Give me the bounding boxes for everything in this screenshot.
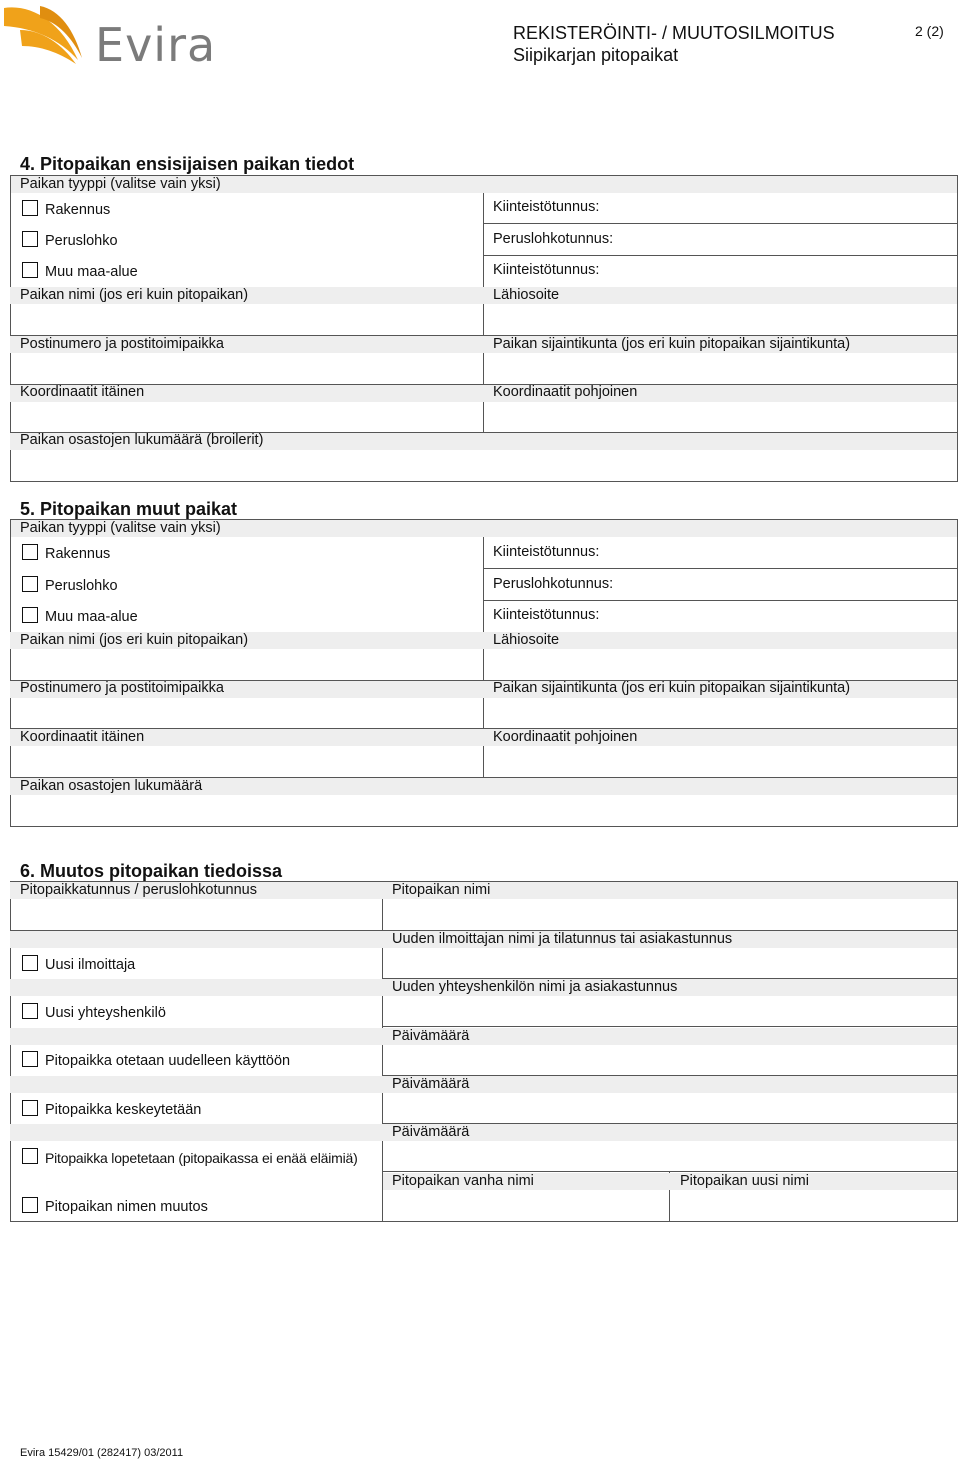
s4-sijaintikunta-field[interactable]: Paikan sijaintikunta (jos eri kuin pitopaikan sijaintikunta) bbox=[493, 336, 851, 352]
s4-rakennus-label: Rakennus bbox=[45, 202, 111, 218]
s6-uusi-ilmoittaja-label: Uusi ilmoittaja bbox=[45, 957, 136, 973]
s6-kayttoon-label: Pitopaikka otetaan uudelleen käyttöön bbox=[45, 1053, 291, 1069]
s4-kiinteisto1-field[interactable]: Kiinteistötunnus: bbox=[493, 199, 600, 215]
s4-itainen-field[interactable]: Koordinaatit itäinen bbox=[20, 384, 145, 400]
s6-uusi-yhteyshenkilo-checkbox[interactable] bbox=[22, 1003, 38, 1019]
section-4-title: 4. Pitopaikan ensisijaisen paikan tiedot bbox=[20, 154, 355, 174]
s6-keskeytetaan-label: Pitopaikka keskeytetään bbox=[45, 1102, 202, 1118]
s4-rakennus-checkbox[interactable] bbox=[22, 200, 38, 216]
s6-uusi-ilmoittaja-checkbox[interactable] bbox=[22, 955, 38, 971]
s6-lopetetaan-checkbox[interactable] bbox=[22, 1148, 38, 1164]
s5-postinumero-field[interactable]: Postinumero ja postitoimipaikka bbox=[20, 680, 224, 696]
s4-kiinteisto2-field[interactable]: Kiinteistötunnus: bbox=[493, 262, 600, 278]
s4-type-label: Paikan tyyppi (valitse vain yksi) bbox=[20, 176, 221, 192]
page-number: 2 (2) bbox=[915, 23, 944, 39]
s5-rakennus-label: Rakennus bbox=[45, 546, 111, 562]
s6-nimen-muutos-label: Pitopaikan nimen muutos bbox=[45, 1199, 208, 1215]
s5-peruslohko-checkbox[interactable] bbox=[22, 576, 38, 592]
s6-paivamaara3-field[interactable]: Päivämäärä bbox=[392, 1124, 470, 1140]
s6-uusi-yhteyshenkilo-label: Uusi yhteyshenkilö bbox=[45, 1005, 166, 1021]
s5-sijaintikunta-field[interactable]: Paikan sijaintikunta (jos eri kuin pitopaikan sijaintikunta) bbox=[493, 680, 851, 696]
s5-nimi-field[interactable]: Paikan nimi (jos eri kuin pitopaikan) bbox=[20, 632, 249, 648]
s4-lahiosoite-field[interactable]: Lähiosoite bbox=[493, 287, 560, 303]
s4-muu-checkbox[interactable] bbox=[22, 262, 38, 278]
s6-uusi-ilmoittaja-field[interactable]: Uuden ilmoittajan nimi ja tilatunnus tai asiakastunnus bbox=[392, 931, 733, 947]
s6-uusi-yhteyshenkilo-field[interactable]: Uuden yhteyshenkilön nimi ja asiakastunnus bbox=[392, 979, 678, 995]
s4-pohjoinen-field[interactable]: Koordinaatit pohjoinen bbox=[493, 384, 638, 400]
s6-keskeytetaan-checkbox[interactable] bbox=[22, 1100, 38, 1116]
s5-itainen-field[interactable]: Koordinaatit itäinen bbox=[20, 729, 145, 745]
s5-muu-label: Muu maa-alue bbox=[45, 609, 138, 625]
s4-peruslohko-checkbox[interactable] bbox=[22, 231, 38, 247]
footer-code: Evira 15429/01 (282417) 03/2011 bbox=[20, 1447, 184, 1459]
s5-rakennus-checkbox[interactable] bbox=[22, 544, 38, 560]
s6-paivamaara1-field[interactable]: Päivämäärä bbox=[392, 1028, 470, 1044]
section-6-title: 6. Muutos pitopaikan tiedoissa bbox=[20, 861, 283, 881]
section-5-title: 5. Pitopaikan muut paikat bbox=[20, 499, 238, 519]
s6-vanha-nimi-field[interactable]: Pitopaikan vanha nimi bbox=[392, 1173, 534, 1189]
s4-osastot-field[interactable]: Paikan osastojen lukumäärä (broilerit) bbox=[20, 432, 264, 448]
s5-type-label: Paikan tyyppi (valitse vain yksi) bbox=[20, 520, 221, 536]
s5-lahiosoite-field[interactable]: Lähiosoite bbox=[493, 632, 560, 648]
s6-paivamaara2-field[interactable]: Päivämäärä bbox=[392, 1076, 470, 1092]
s4-nimi-field[interactable]: Paikan nimi (jos eri kuin pitopaikan) bbox=[20, 287, 249, 303]
s5-peruslohko-label: Peruslohko bbox=[45, 578, 118, 594]
s4-postinumero-field[interactable]: Postinumero ja postitoimipaikka bbox=[20, 336, 224, 352]
s6-uusi-nimi-field[interactable]: Pitopaikan uusi nimi bbox=[680, 1173, 809, 1189]
s4-peruslohko-label: Peruslohko bbox=[45, 233, 118, 249]
form-title: REKISTERÖINTI- / MUUTOSILMOITUS bbox=[513, 23, 835, 43]
s6-nimen-muutos-checkbox[interactable] bbox=[22, 1197, 38, 1213]
s6-nimi-field[interactable]: Pitopaikan nimi bbox=[392, 882, 491, 898]
s6-tunnus-field[interactable]: Pitopaikkatunnus / peruslohkotunnus bbox=[20, 882, 257, 898]
s5-pohjoinen-field[interactable]: Koordinaatit pohjoinen bbox=[493, 729, 638, 745]
s5-kiinteisto2-field[interactable]: Kiinteistötunnus: bbox=[493, 607, 600, 623]
s4-peruslohkotunnus-field[interactable]: Peruslohkotunnus: bbox=[493, 231, 614, 247]
s4-muu-label: Muu maa-alue bbox=[45, 264, 138, 280]
s5-muu-checkbox[interactable] bbox=[22, 607, 38, 623]
s5-peruslohkotunnus-field[interactable]: Peruslohkotunnus: bbox=[493, 576, 614, 592]
logo-text: Evira bbox=[95, 18, 217, 72]
s6-lopetetaan-label: Pitopaikka lopetetaan (pitopaikassa ei enää eläimiä) bbox=[45, 1150, 358, 1166]
s5-osastot-field[interactable]: Paikan osastojen lukumäärä bbox=[20, 778, 203, 794]
form-subtitle: Siipikarjan pitopaikat bbox=[513, 45, 679, 65]
s5-kiinteisto1-field[interactable]: Kiinteistötunnus: bbox=[493, 544, 600, 560]
s6-kayttoon-checkbox[interactable] bbox=[22, 1051, 38, 1067]
